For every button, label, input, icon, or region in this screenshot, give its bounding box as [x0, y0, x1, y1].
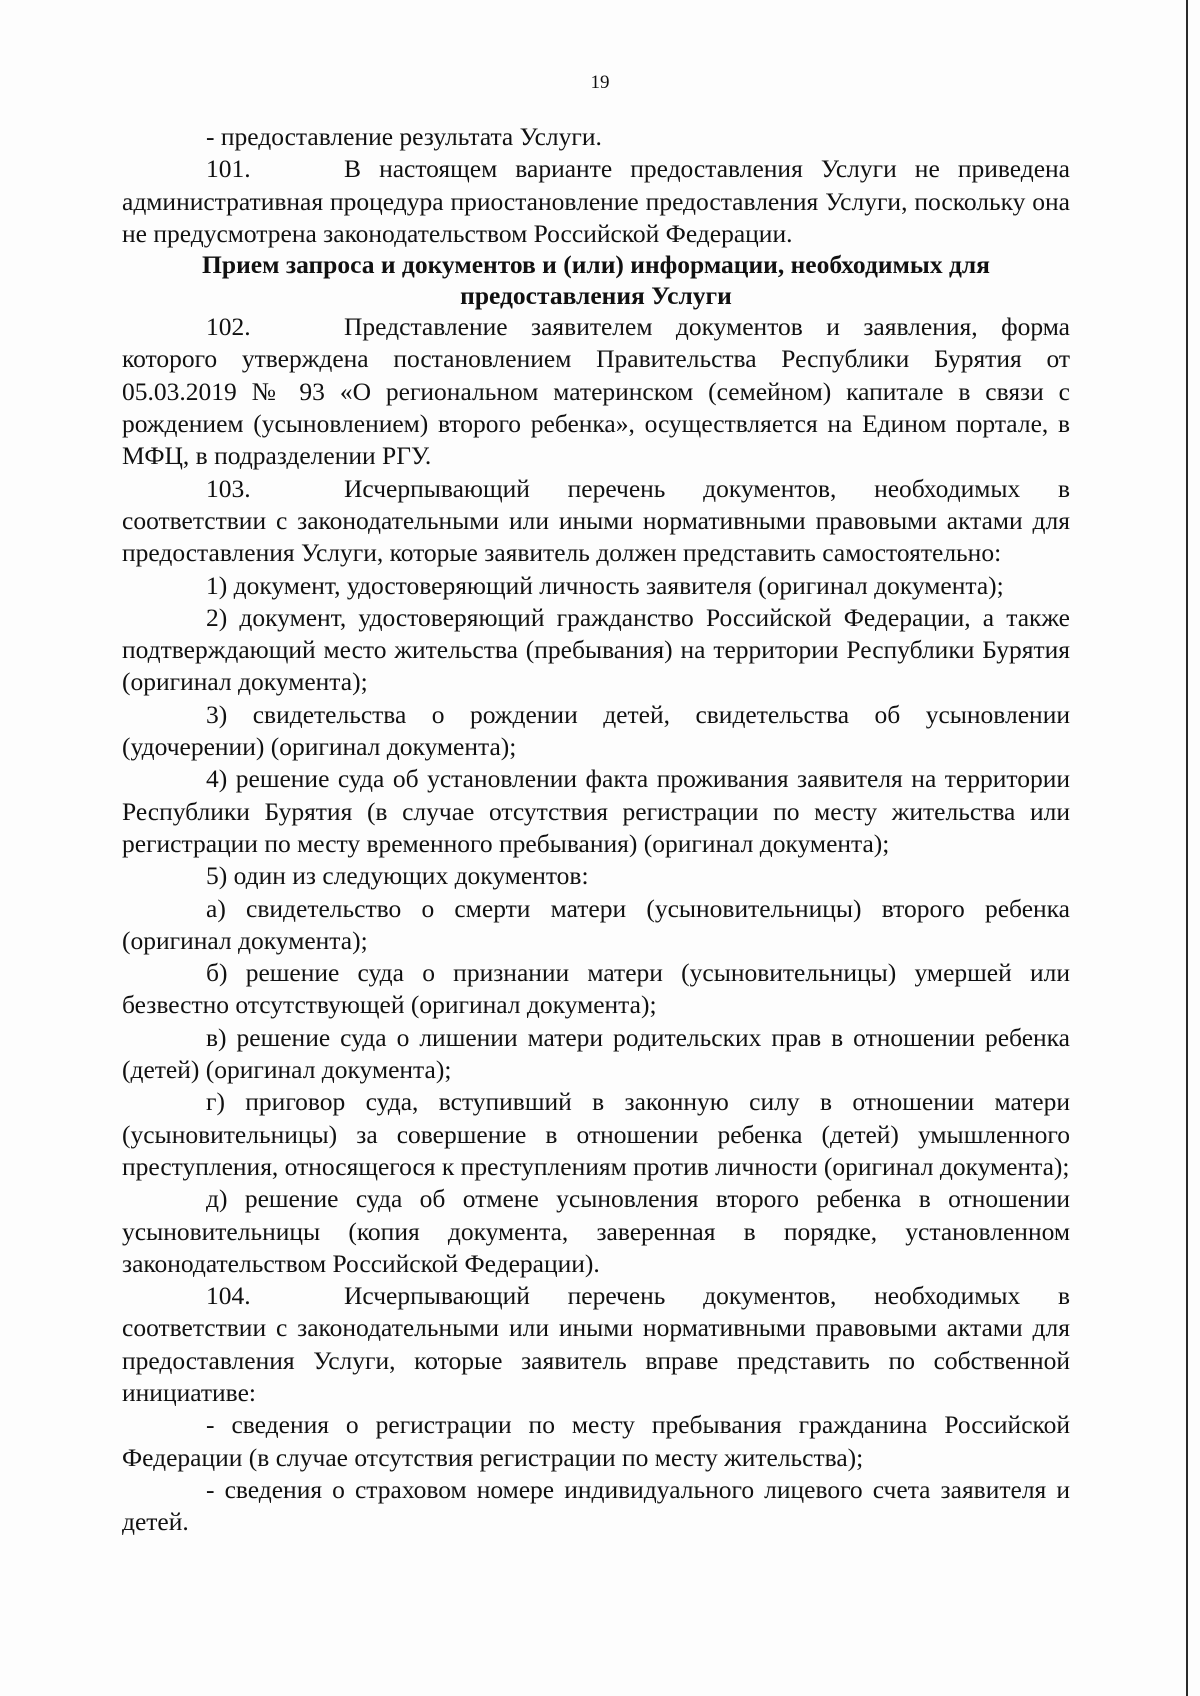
- paragraph-text: Исчерпывающий перечень документов, необходимых в соответствии с законодательными или иными нормативными правовыми актами для предоставления Услуги, которые заявитель должен представить самостоятельно:: [122, 473, 1070, 568]
- paragraph: б) решение суда о признании матери (усыновительницы) умершей или безвестно отсутствующей (оригинал документа);: [122, 958, 1070, 1020]
- paragraph-number: 101.: [206, 154, 251, 184]
- section-heading: Прием запроса и документов и (или) информации, необходимых для предоставления Услуги: [202, 250, 990, 310]
- numbered-paragraph: [122, 473, 1070, 570]
- page-number: 19: [590, 72, 610, 93]
- paragraph-text: Представление заявителем документов и заявления, форма которого утверждена постановлением Правительства Республики Бурятия от 05.03.2019 № 93 «О региональном материнском (семейном) капитале в связи с рождением (усыновлением) второго ребенка», осуществляется на Едином портале, в МФЦ, в подразделении РГУ.: [122, 312, 1070, 471]
- paragraph-text: Исчерпывающий перечень документов, необходимых в соответствии с законодательными или иными нормативными правовыми актами для предоставления Услуги, которые заявитель вправе представить по собственной инициативе:: [122, 1281, 1070, 1407]
- paragraph: - сведения о регистрации по месту пребывания гражданина Российской Федерации (в случае отсутствия регистрации по месту жительства);: [122, 1410, 1070, 1472]
- document-body: [122, 121, 1070, 1538]
- page-edge-line: [1186, 0, 1188, 1696]
- numbered-paragraph: [122, 1280, 1070, 1409]
- paragraph: 4) решение суда об установлении факта проживания заявителя на территории Республики Бурятия (в случае отсутствия регистрации по месту жительства или регистрации по месту временного пребывания) (оригинал документа);: [122, 764, 1070, 858]
- paragraph: 1) документ, удостоверяющий личность заявителя (оригинал документа);: [206, 570, 1004, 600]
- paragraph: г) приговор суда, вступивший в законную силу в отношении матери (усыновительницы) за совершение в отношении ребенка (детей) умышленного преступления, относящегося к преступлениям против личности (оригинал документа);: [122, 1087, 1070, 1181]
- paragraph: 5) один из следующих документов:: [206, 861, 589, 891]
- paragraph-number: 102.: [206, 312, 251, 342]
- paragraph-text: В настоящем варианте предоставления Услуги не приведена административная процедура приостановление предоставления Услуги, поскольку она не предусмотрена законодательством Российской Федерации.: [122, 154, 1070, 248]
- paragraph: д) решение суда об отмене усыновления второго ребенка в отношении усыновительницы (копия документа, заверенная в порядке, установленном законодательством Российской Федерации).: [122, 1184, 1070, 1278]
- paragraph: - предоставление результата Услуги.: [206, 122, 602, 151]
- paragraph: 2) документ, удостоверяющий гражданство Российской Федерации, а также подтверждающий место жительства (пребывания) на территории Республики Бурятия (оригинал документа);: [122, 602, 1070, 697]
- paragraph: а) свидетельство о смерти матери (усыновительницы) второго ребенка (оригинал документа);: [122, 893, 1070, 955]
- paragraph: в) решение суда о лишении матери родительских прав в отношении ребенка (детей) (оригинал документа);: [122, 1022, 1070, 1085]
- numbered-paragraph: [122, 311, 1070, 472]
- numbered-paragraph: [122, 153, 1070, 250]
- paragraph: 3) свидетельства о рождении детей, свидетельства об усыновлении (удочерении) (оригинал документа);: [122, 699, 1070, 762]
- paragraph-number: 104.: [206, 1281, 251, 1311]
- paragraph-number: 103.: [206, 473, 251, 503]
- paragraph: - сведения о страховом номере индивидуального лицевого счета заявителя и детей.: [122, 1474, 1070, 1537]
